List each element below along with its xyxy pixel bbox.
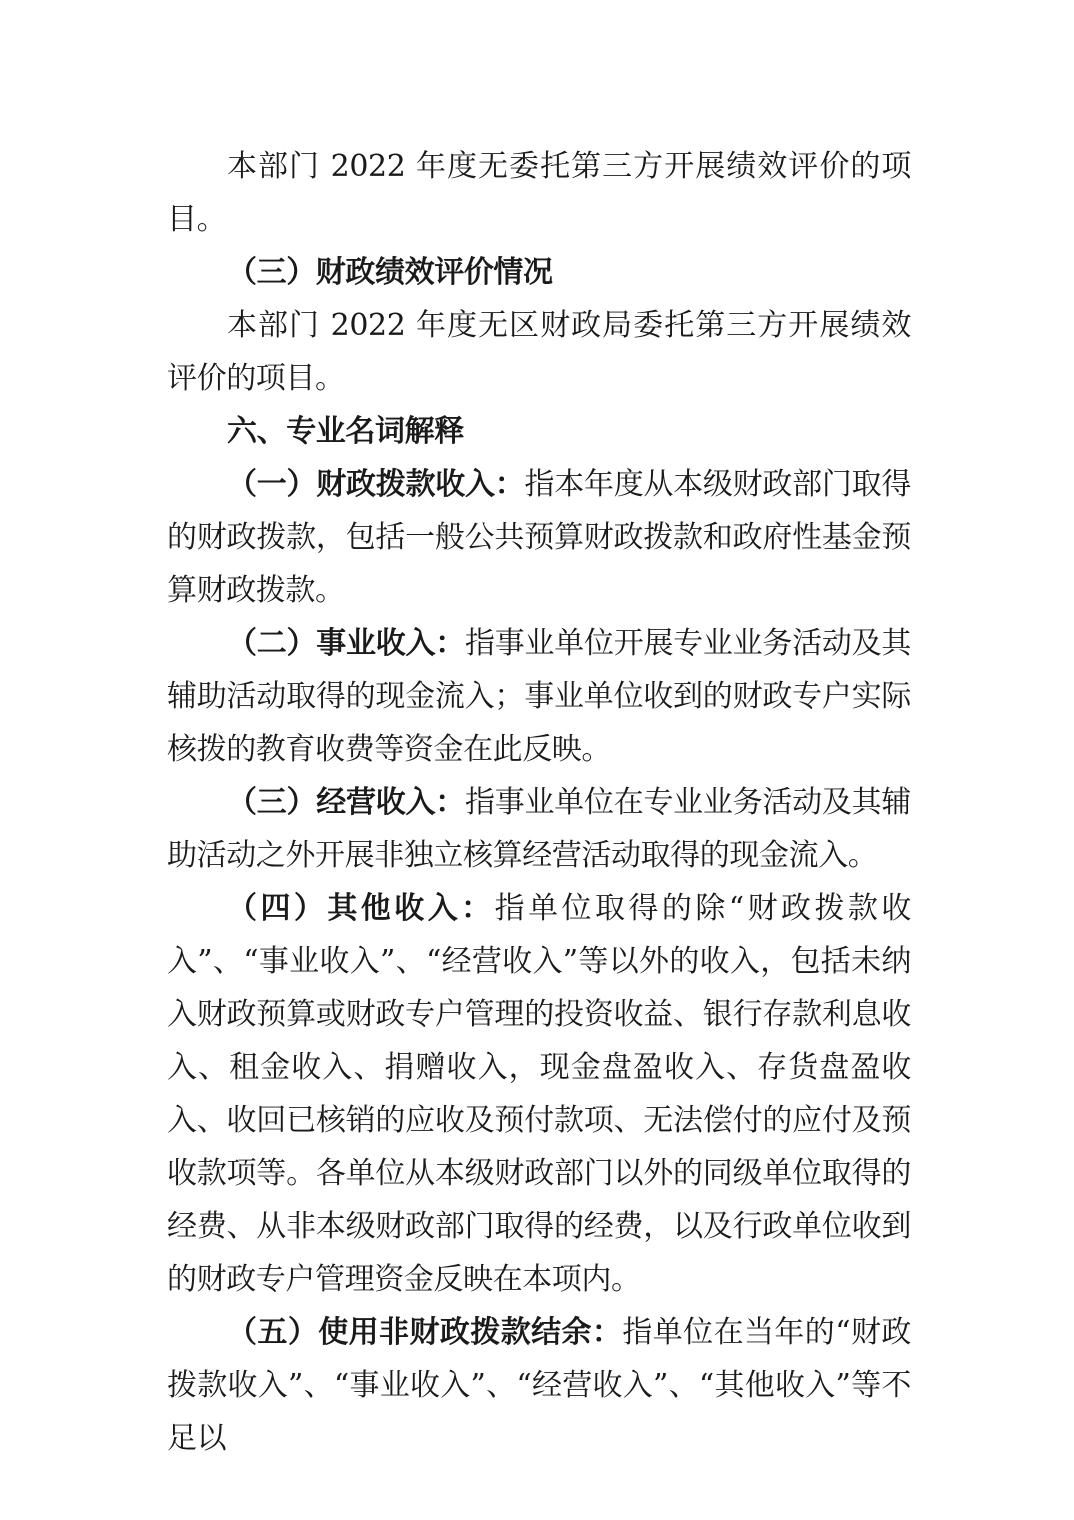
term-label: （二）事业收入： [227,626,465,661]
term-label: （五）使用非财政拨款结余： [227,1315,623,1350]
paragraph-text: 本部门 2022 年度无区财政局委托第三方开展绩效评价的项目。 [167,308,911,396]
document-text-block [167,140,911,1465]
paragraph-term-operating-income [167,776,911,882]
paragraph-fiscal-eval-note [167,299,911,405]
term-label: （三）经营收入： [227,785,465,820]
term-definition: 指事业单位开展专业业务活动及其辅助活动取得的现金流入；事业单位收到的财政专户实际核拨的教育收费等资金在此反映。 [167,626,911,767]
paragraph-term-other-income [167,882,911,1306]
term-label: （一）财政拨款收入： [227,467,525,502]
term-definition: 指事业单位在专业业务活动及其辅助活动之外开展非独立核算经营活动取得的现金流入。 [167,785,911,873]
paragraph-term-fiscal-appropriation-income [167,458,911,617]
heading-fiscal-performance-eval [167,246,911,299]
paragraph-third-party-eval-note [167,140,911,246]
paragraph-term-institutional-income [167,617,911,776]
heading-text: （三）财政绩效评价情况 [227,255,553,290]
term-definition: 指单位在当年的“财政拨款收入”、“事业收入”、“经营收入”、“其他收入”等不足以 [167,1315,911,1456]
heading-glossary [167,405,911,458]
term-definition: 指本年度从本级财政部门取得的财政拨款，包括一般公共预算财政拨款和政府性基金预算财政拨款。 [167,467,911,608]
term-definition: 指单位取得的除“财政拨款收入”、“事业收入”、“经营收入”等以外的收入，包括未纳入财政预算或财政专户管理的投资收益、银行存款利息收入、租金收入、捐赠收入，现金盘盈收入、存货盘盈收入、收回已核销的应收及预付款项、无法偿付的应付及预收款项等。各单位从本级财政部门以外的同级单位取得的经费、从非本级财政部门取得的经费，以及行政单位收到的财政专户管理资金反映在本项内。 [167,891,911,1297]
paragraph-text: 本部门 2022 年度无委托第三方开展绩效评价的项目。 [167,149,911,237]
term-label: （四）其他收入： [227,891,495,926]
heading-text: 六、专业名词解释 [227,414,464,449]
paragraph-term-use-of-non-fiscal-balance [167,1306,911,1465]
